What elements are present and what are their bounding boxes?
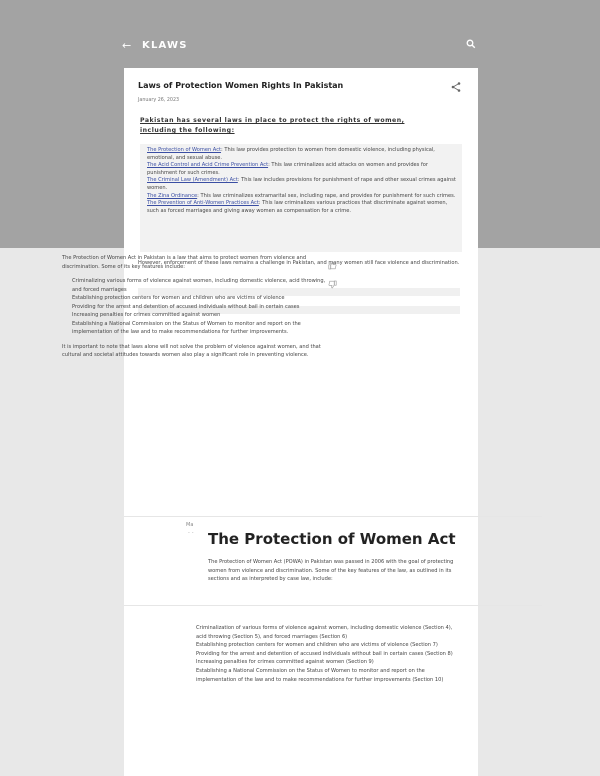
sections-list (196, 624, 458, 684)
thumbs-up-icon[interactable] (328, 261, 337, 270)
post-intro: Pakistan has several laws in place to protect the rights of women, including the following: (140, 117, 405, 134)
post-title: Laws of Protection Women Rights In Pakistan (138, 81, 344, 90)
law-item (147, 200, 459, 215)
law-link[interactable]: The Acid Control and Acid Crime Prevention Act (147, 162, 269, 169)
law-link[interactable]: The Zina Ordinance (147, 192, 198, 199)
section-item: Providing for the arrest and detention of accused individuals without bail in certain cases (Section 8) (196, 650, 453, 657)
blog-brand[interactable]: KLAWS (142, 40, 188, 51)
laws-list-box (140, 144, 462, 252)
law-item (147, 147, 459, 162)
law-link[interactable]: The Prevention of Anti-Women Practices Act (147, 200, 259, 207)
section-divider (124, 516, 542, 517)
search-icon[interactable] (466, 39, 480, 53)
broken-image-icon: Ma (186, 522, 194, 528)
feature-item: Providing for the arrest and detention of accused individuals without bail in certain cases (72, 303, 300, 310)
section-item: Increasing penalties for crimes committed against women (Section 9) (196, 659, 374, 666)
powa-paragraph: The Protection of Women Act (POWA) in Pakistan was passed in 2006 with the goal of protecting women from violence and discrimination. Some of the key features of the law, as outlined in its sections and as interpreted by case law, include: (208, 559, 454, 583)
law-item (147, 193, 459, 201)
feedback-buttons (328, 255, 350, 265)
law-description: : This law criminalizes extramarital sex, including rape, and provides for punishment for such crimes. (197, 192, 456, 199)
law-link[interactable]: The Protection of Women Act (147, 147, 222, 153)
section-item: Establishing protection centers for women and children who are victims of violence (Section 7) (196, 642, 438, 649)
law-description: : This law criminalizes various practices that discriminate against women, such as forced marriages and giving away women as compensation for a crime. (147, 200, 448, 214)
section-item: Establishing a National Commission on the Status of Women to monitor and report on the implementation of the law and to make recommendations for further improvements (Section 10) (196, 667, 444, 683)
top-bar (0, 0, 600, 68)
enforcement-note: However, enforcement of these laws remains a challenge in Pakistan, and many women still face violence and discrimination. (138, 260, 460, 266)
law-description: : This law criminalizes acid attacks on women and provides for punishment for such crimes. (147, 162, 428, 176)
answer-note: It is important to note that laws alone will not solve the problem of violence against women, and that cultural and societal attitudes towards women also play a significant role in preventing violence. (62, 343, 321, 358)
laws-list (147, 147, 459, 215)
feature-item: Criminalizing various forms of violence against women, including domestic violence, acid throwing, and forced marriages (72, 278, 326, 293)
answer-block (62, 254, 326, 360)
law-description: : This law provides protection to women from domestic violence, including physical, emotional, and sexual abuse. (147, 147, 435, 161)
section-item: Criminalization of various forms of violence against women, including domestic violence (Section 4), acid throwing (Section 5), and forced marriages (Section 6) (196, 625, 453, 640)
section-heading: The Protection of Women Act (208, 530, 456, 548)
image-placeholder-dots: · · (188, 530, 194, 537)
thumbs-down-icon[interactable] (328, 280, 337, 289)
feature-item: Increasing penalties for crimes committed against women (72, 312, 221, 318)
section-divider (124, 605, 542, 606)
law-item (147, 177, 459, 192)
post-date: January 26, 2023 (138, 98, 180, 103)
feature-item: Establishing a National Commission on the Status of Women to monitor and report on the implementation of the law and to make recommendations for further improvements. (72, 320, 301, 335)
answer-intro: The Protection of Women Act in Pakistan is a law that aims to protect women from violence and discrimination. Some of its key features include: (62, 255, 307, 270)
feature-item: Establishing protection centers for women and children who are victims of violence (72, 295, 285, 301)
law-item (147, 162, 459, 177)
share-icon[interactable] (450, 78, 462, 90)
arrow-left-icon[interactable]: ← (122, 39, 132, 52)
law-link[interactable]: The Criminal Law (Amendment) Act (147, 177, 238, 184)
law-description: : This law includes provisions for punishment of rape and other sexual crimes against women. (147, 177, 456, 191)
features-list (72, 277, 326, 337)
